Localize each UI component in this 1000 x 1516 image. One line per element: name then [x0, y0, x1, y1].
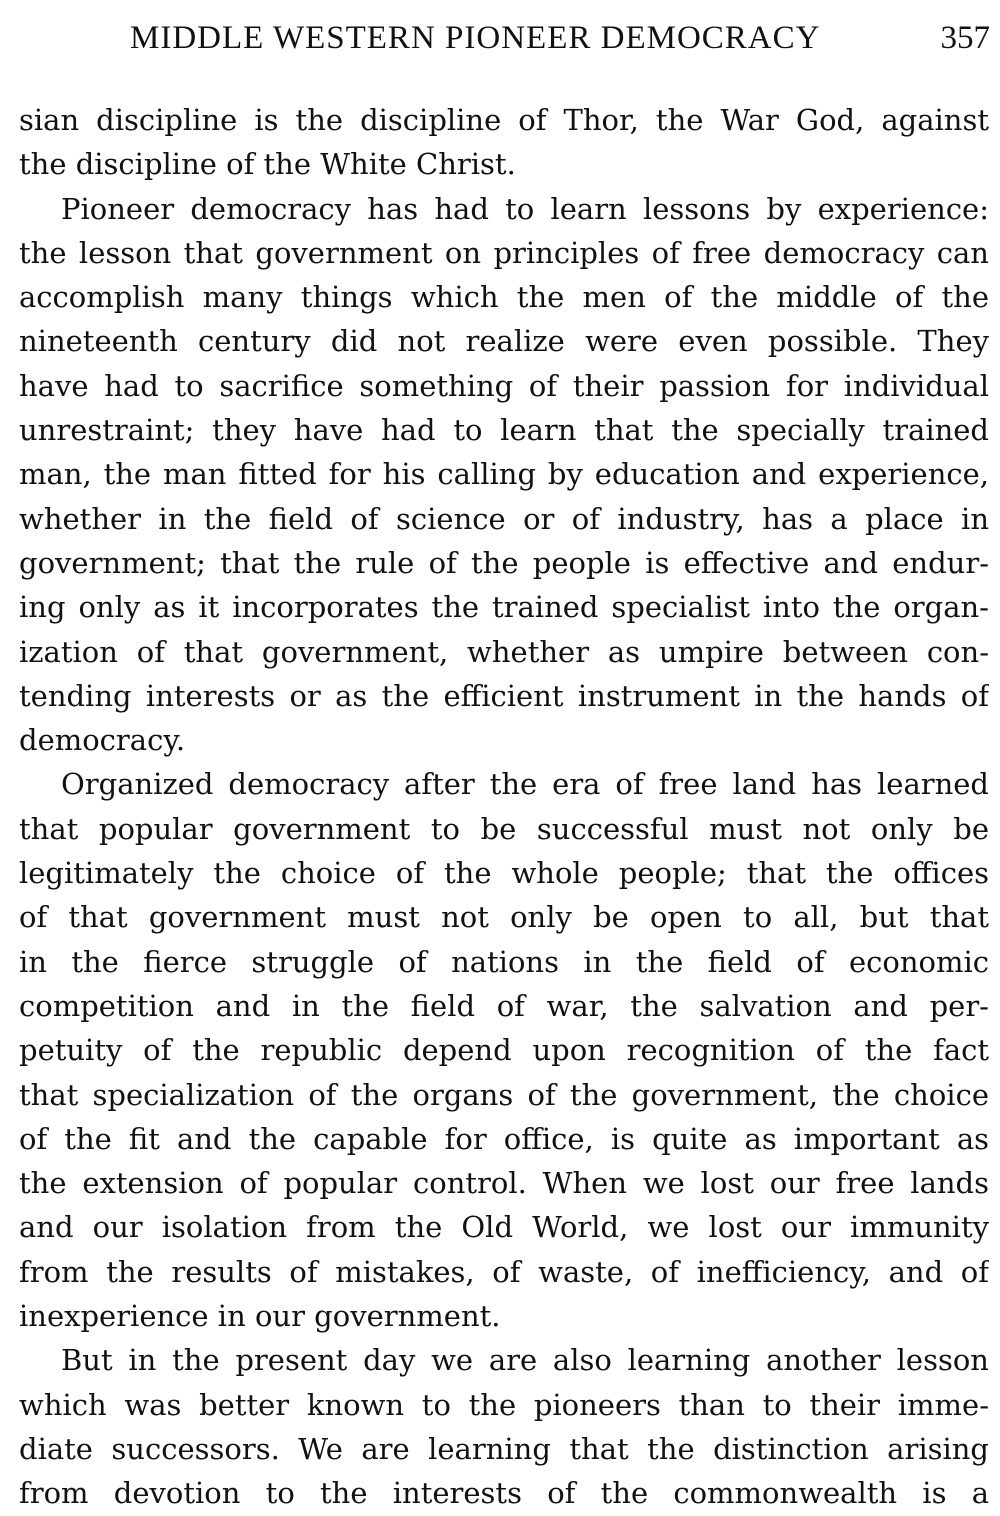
page-number: 357 [940, 20, 990, 56]
paragraph-4 [19, 1338, 989, 1515]
text-line: the lesson that government on principles of free democracy can [19, 235, 989, 270]
paragraph-1 [19, 98, 989, 187]
running-head [18, 16, 990, 60]
text-line: competition and in the field of war, the salvation and per- [19, 988, 989, 1023]
paragraph-3 [19, 762, 989, 1338]
running-title: MIDDLE WESTERN PIONEER DEMOCRACY [130, 20, 821, 56]
text-line: the discipline of the White Christ. [19, 147, 516, 182]
text-line: diate successors. We are learning that the distinction arising [19, 1431, 989, 1466]
text-line: accomplish many things which the men of the middle of the [19, 280, 989, 315]
text-line: of the fit and the capable for office, is quite as important as [19, 1121, 989, 1156]
text-line: inexperience in our government. [19, 1299, 501, 1334]
text-line: whether in the field of science or of industry, has a place in [19, 501, 989, 536]
text-line: man, the man fitted for his calling by education and experience, [19, 457, 989, 492]
paragraph-2 [19, 187, 989, 763]
text-line: government; that the rule of the people is effective and endur- [19, 545, 989, 580]
text-line: sian discipline is the discipline of Thor, the War God, against [19, 103, 989, 137]
text-line: tending interests or as the efficient instrument in the hands of [19, 678, 989, 713]
text-line: which was better known to the pioneers than to their imme- [19, 1387, 989, 1422]
text-line: ization of that government, whether as umpire between con- [19, 634, 989, 669]
body-text [19, 98, 989, 1516]
text-line: nineteenth century did not realize were even possible. They [19, 324, 989, 359]
text-line: unrestraint; they have had to learn that the specially trained [19, 413, 989, 448]
text-line: the extension of popular control. When we lost our free lands [19, 1166, 989, 1201]
text-line: But in the present day we are also learning another lesson [61, 1343, 989, 1378]
text-line: Organized democracy after the era of free land has learned [61, 767, 989, 802]
text-line: have had to sacrifice something of their passion for individual [19, 368, 989, 403]
text-line: ing only as it incorporates the trained specialist into the organ- [19, 590, 989, 625]
text-line: and our isolation from the Old World, we lost our immunity [19, 1210, 989, 1245]
text-line: that popular government to be successful must not only be [19, 811, 989, 846]
text-line: from devotion to the interests of the commonwealth is a [19, 1476, 989, 1511]
text-line: from the results of mistakes, of waste, of inefficiency, and of [19, 1254, 989, 1289]
text-line: democracy. [19, 723, 186, 758]
text-line: in the fierce struggle of nations in the field of economic [19, 944, 989, 979]
text-line: legitimately the choice of the whole people; that the offices [19, 856, 989, 891]
text-line: of that government must not only be open to all, but that [19, 900, 989, 935]
text-line: Pioneer democracy has had to learn lessons by experience: [61, 191, 989, 226]
text-line: petuity of the republic depend upon recognition of the fact [19, 1033, 989, 1068]
text-line: that specialization of the organs of the government, the choice [19, 1077, 989, 1112]
